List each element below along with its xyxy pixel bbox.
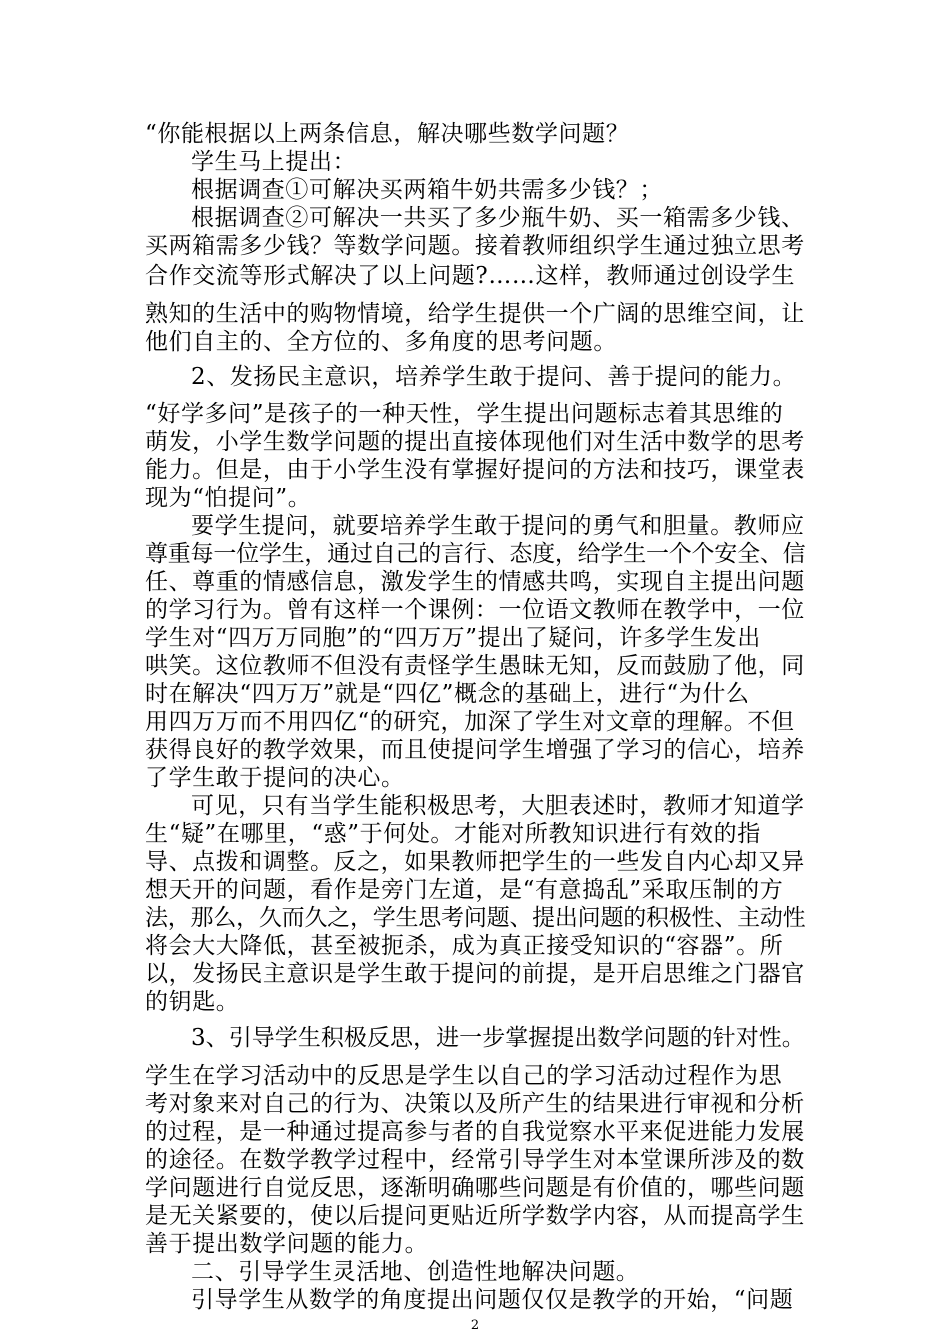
section-heading: 3、引导学生积极反思，进一步掌握提出数学问题的针对性。 xyxy=(191,1025,805,1051)
page-number: 2 xyxy=(470,1318,480,1333)
text-line: 学生对“四万万同胞”的“四万万”提出了疑问，许多学生发出 xyxy=(145,625,761,651)
text-line: 尊重每一位学生，通过自己的言行、态度，给学生一个个安全、信 xyxy=(145,541,806,567)
text-line: 现为“怕提问”。 xyxy=(145,485,312,511)
text-line: “你能根据以上两条信息，解决哪些数学问题？ xyxy=(145,121,630,147)
text-line: 用四万万而不用四亿“的研究，加深了学生对文章的理解。不但 xyxy=(145,709,795,735)
text-line: 时在解决“四万万”就是“四亿”概念的基础上，进行“为什么 xyxy=(145,681,750,707)
text-line: 合作交流等形式解决了以上问题?……这样，教师通过创设学生 xyxy=(145,263,796,289)
text-line: 买两箱需多少钱？等数学问题。接着教师组织学生通过独立思考 xyxy=(145,233,805,259)
text-line: 想天开的问题，看作是旁门左道，是“有意捣乱”采取压制的方 xyxy=(145,877,784,903)
text-line: 学问题进行自觉反思，逐渐明确哪些问题是有价值的，哪些问题 xyxy=(145,1175,805,1201)
text-line: 萌发，小学生数学问题的提出直接体现他们对生活中数学的思考 xyxy=(145,429,805,455)
text-line: 熟知的生活中的购物情境，给学生提供一个广阔的思维空间，让 xyxy=(145,301,805,327)
text-line: 学生在学习活动中的反思是学生以自己的学习活动过程作为思 xyxy=(145,1063,783,1089)
text-line: 哄笑。这位教师不但没有责怪学生愚昧无知，反而鼓励了他，同 xyxy=(145,653,805,679)
text-line: 生“疑”在哪里，“惑”于何处。才能对所教知识进行有效的指 xyxy=(145,821,761,847)
text-line: 导、点拨和调整。反之，如果教师把学生的一些发自内心却又异 xyxy=(145,849,805,875)
text-line: 的途径。在数学教学过程中，经常引导学生对本堂课所涉及的数 xyxy=(145,1147,805,1173)
text-line: 他们自主的、全方位的、多角度的思考问题。 xyxy=(145,329,617,355)
text-line: 是无关紧要的，使以后提问更贴近所学数学内容，从而提高学生 xyxy=(145,1203,805,1229)
text-line: 根据调查①可解决买两箱牛奶共需多少钱？； xyxy=(191,177,663,203)
text-line: 可见，只有当学生能积极思考，大胆表述时，教师才知道学 xyxy=(191,793,805,819)
text-line: 善于提出数学问题的能力。 xyxy=(145,1231,429,1257)
text-line: 以，发扬民主意识是学生敢于提问的前提，是开启思维之门器官 xyxy=(145,961,805,987)
text-line: “好学多问”是孩子的一种天性，学生提出问题标志着其思维的 xyxy=(145,401,784,427)
section-heading: 二、引导学生灵活地、创造性地解决问题。 xyxy=(191,1259,640,1285)
text-line: 要学生提问，就要培养学生敢于提问的勇气和胆量。教师应 xyxy=(191,513,805,539)
text-line: 的钥匙。 xyxy=(145,989,240,1015)
section-heading: 2、发扬民主意识，培养学生敢于提问、善于提问的能力。 xyxy=(191,364,797,390)
text-line: 任、尊重的情感信息，激发学生的情感共鸣，实现自主提出问题 xyxy=(145,569,805,595)
text-line: 能力。但是，由于小学生没有掌握好提问的方法和技巧，课堂表 xyxy=(145,457,805,483)
text-line: 引导学生从数学的角度提出问题仅仅是教学的开始，“问题 xyxy=(191,1287,794,1313)
text-line: 的过程，是一种通过提高参与者的自我觉察水平来促进能力发展 xyxy=(145,1119,805,1145)
text-line: 考对象来对自己的行为、决策以及所产生的结果进行审视和分析 xyxy=(145,1091,805,1117)
text-line: 获得良好的教学效果，而且使提问学生增强了学习的信心，培养 xyxy=(145,737,805,763)
text-line: 将会大大降低，甚至被扼杀，成为真正接受知识的“容器”。所 xyxy=(145,933,784,959)
text-line: 了学生敢于提问的决心。 xyxy=(145,765,405,791)
text-line: 的学习行为。曾有这样一个课例：一位语文教师在教学中，一位 xyxy=(145,597,805,623)
text-line: 学生马上提出： xyxy=(191,149,357,175)
text-line: 根据调查②可解决一共买了多少瓶牛奶、买一箱需多少钱、 xyxy=(191,205,805,231)
text-line: 法，那么，久而久之，学生思考问题、提出问题的积极性、主动性 xyxy=(145,905,806,931)
